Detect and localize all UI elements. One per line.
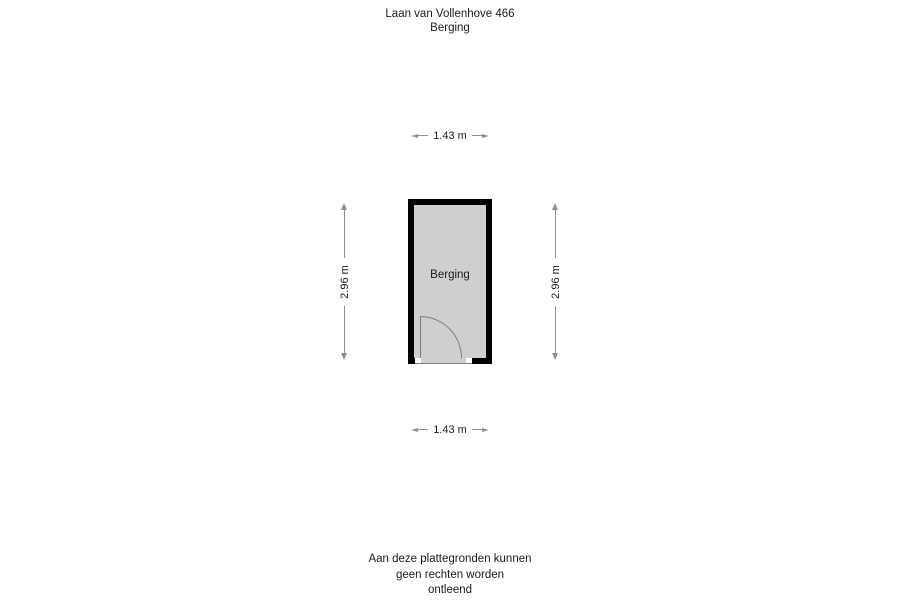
dimension-right — [550, 203, 561, 360]
arrow-left-icon — [411, 428, 418, 432]
arrow-right-icon — [482, 428, 489, 432]
dimension-line — [418, 429, 428, 430]
plan-title-room: Berging — [430, 22, 470, 34]
arrow-down-icon — [552, 353, 558, 360]
dimension-top-label: 1.43 m — [433, 129, 467, 142]
arrow-down-icon — [341, 353, 347, 360]
disclaimer — [0, 552, 900, 599]
arrow-right-icon — [482, 134, 489, 138]
dimension-line — [472, 135, 482, 136]
room-label: Berging — [430, 269, 470, 281]
door-jamb-right — [466, 358, 472, 363]
dimension-bottom — [411, 424, 489, 435]
door-opening — [415, 358, 472, 364]
dimension-top — [411, 130, 489, 141]
plan-title — [0, 7, 900, 35]
disclaimer-line: Aan deze plattegronden kunnen — [368, 553, 532, 565]
dimension-bottom-label: 1.43 m — [433, 423, 467, 436]
dimension-left — [339, 203, 350, 360]
door-jamb-left — [415, 358, 421, 363]
disclaimer-line: geen rechten worden — [395, 568, 505, 581]
dimension-line — [418, 135, 428, 136]
dimension-right-label: 2.96 m — [550, 258, 562, 306]
disclaimer-line: ontleend — [427, 584, 473, 596]
arrow-left-icon — [411, 134, 418, 138]
plan-title-address: Laan van Vollenhove 466 — [385, 8, 515, 20]
dimension-left-label: 2.96 m — [339, 258, 351, 306]
dimension-line — [472, 429, 482, 430]
